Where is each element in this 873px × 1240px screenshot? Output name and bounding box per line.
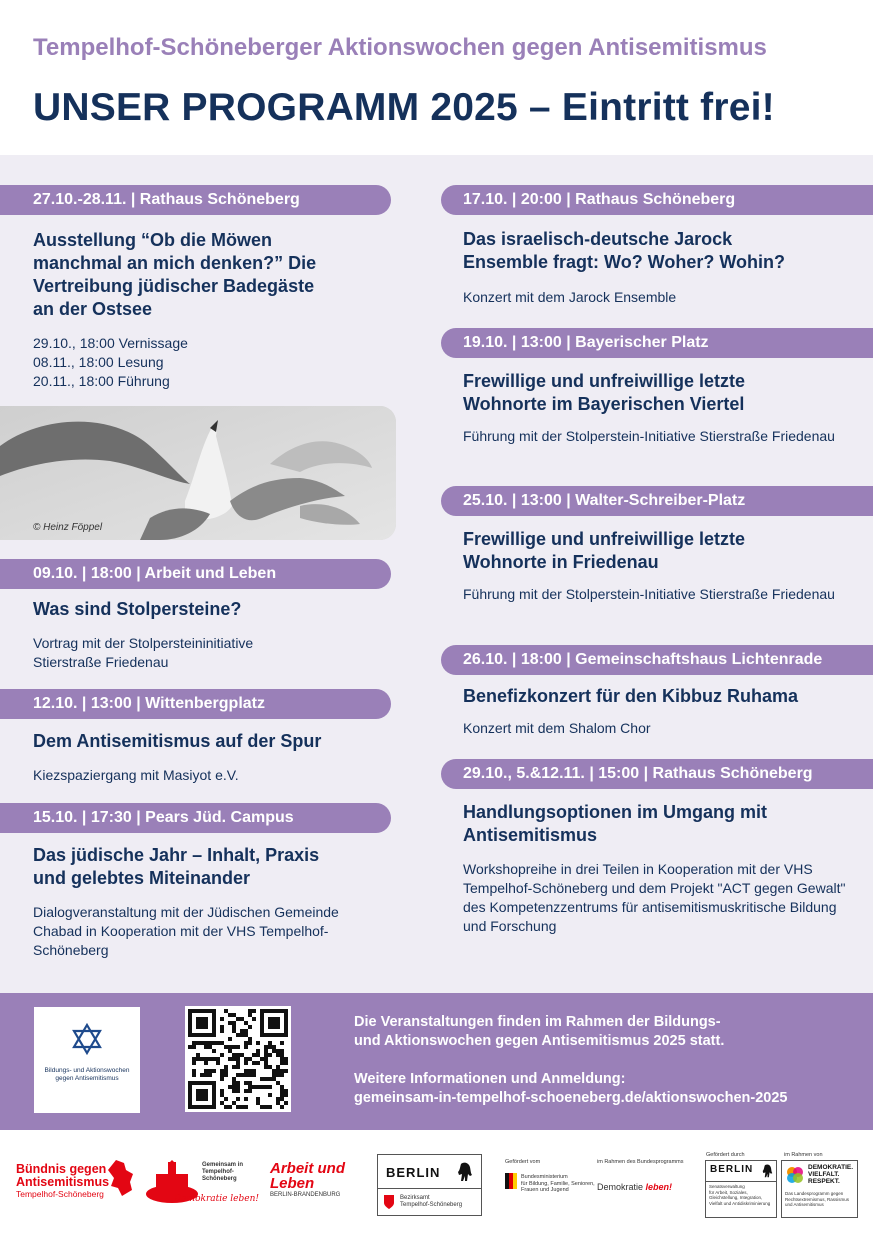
event-bar: 25.10. | 13:00 | Walter-Schreiber-Platz — [441, 486, 873, 516]
dvr-line: und Antisemitismus — [785, 1202, 824, 1207]
dvr-text — [785, 1191, 849, 1208]
event-date-line: 08.11., 18:00 Lesung — [33, 354, 164, 370]
event-title: Benefizkonzert für den Kibbuz Ruhama — [463, 686, 799, 706]
seagulls-icon — [0, 406, 396, 540]
berlin-bear-icon — [762, 1164, 773, 1178]
footer-logos — [0, 1130, 873, 1240]
info-line: Die Veranstaltungen finden im Rahmen der Bildungs- — [354, 1014, 721, 1030]
subtitle: Tempelhof-Schöneberger Aktionswochen gegen Antisemitismus — [33, 34, 767, 61]
bezirksamt-line: Tempelhof-Schöneberg — [400, 1202, 463, 1208]
senat-line: Senatsverwaltung — [709, 1184, 745, 1189]
dvr-line: DEMOKRATIE. — [808, 1164, 854, 1171]
demokratie-script: Demokratie leben! — [174, 1194, 260, 1204]
federal-eagle-icon — [505, 1173, 517, 1189]
rahmen-bundesprogramm: im Rahmen des Bundesprogramms — [597, 1159, 684, 1165]
arbeit-und-leben-logo — [270, 1161, 345, 1200]
dvr-line: VIELFALT. — [808, 1171, 840, 1178]
senat-line: Vielfalt und Antidiskriminierung — [709, 1200, 771, 1206]
demokratie-leben-logo — [597, 1182, 672, 1192]
event-bar: 26.10. | 18:00 | Gemeinschaftshaus Lichtenrade — [441, 645, 873, 675]
arbeit-line: Arbeit und — [270, 1160, 345, 1177]
leben-word: leben! — [645, 1182, 673, 1192]
info-link[interactable]: gemeinsam-in-tempelhof-schoeneberg.de/aktionswochen-2025 — [354, 1090, 788, 1106]
event-title: Das jüdische Jahr – Inhalt, Praxis und gelebtes Miteinander — [33, 845, 320, 888]
event-title: Frewillige und unfreiwillige letzte Wohnorte im Bayerischen Viertel — [463, 371, 746, 414]
event-description: Vortrag mit der Stolpersteininitiative Stierstraße Friedenau — [33, 635, 254, 670]
arbeit-line: BERLIN-BRANDENBURG — [270, 1192, 341, 1198]
photo-credit: © Heinz Föppel — [33, 522, 103, 533]
qr-code[interactable] — [185, 1006, 291, 1112]
event-description: Kiezspaziergang mit Masiyot e.V. — [33, 767, 239, 783]
berlin-word: BERLIN — [710, 1164, 754, 1175]
gemeinsam-logo — [202, 1162, 243, 1183]
district-map-icon — [108, 1160, 134, 1196]
gemeinsam-line: Gemeinsam in — [202, 1162, 244, 1168]
senat-line: Gleichstellung, Integration, — [709, 1195, 763, 1200]
senatsverwaltung-logo — [705, 1160, 777, 1218]
dvr-line: Rechtsextremismus, Rassismus — [785, 1196, 850, 1202]
event-title: Was sind Stolpersteine? — [33, 599, 242, 619]
event-description: Führung mit der Stolperstein-Initiative Stierstraße Friedenau — [463, 428, 835, 444]
logo-text: Bildungs- und Aktionswochen gegen Antisemitismus — [44, 1067, 130, 1082]
event-bar: 09.10. | 18:00 | Arbeit und Leben — [0, 559, 391, 589]
gemeinsam-line: Tempelhof- — [202, 1169, 234, 1175]
gemeinsam-line: Schöneberg — [202, 1176, 237, 1182]
event-title: Handlungsoptionen im Umgang mit Antisemitismus — [463, 802, 767, 845]
bmfsfj-line: Frauen und Jugend — [521, 1187, 569, 1193]
berlin-word: BERLIN — [386, 1165, 441, 1180]
aktionswochen-logo — [34, 1007, 140, 1113]
event-description: Workshopreihe in drei Teilen in Kooperation mit der VHS Tempelhof-Schöneberg und dem Projekt "ACT gegen Gewalt" des Kompetenzzentrums für antisemitismuskritische Bildung und Forschung — [463, 861, 846, 934]
senat-text — [709, 1184, 770, 1206]
seagulls-photo — [0, 406, 396, 540]
event-bar: 15.10. | 17:30 | Pears Jüd. Campus — [0, 803, 391, 833]
qr-code-icon — [185, 1006, 291, 1112]
buendnis-logo — [16, 1163, 109, 1200]
arbeit-line: Leben — [270, 1175, 315, 1192]
event-description: Konzert mit dem Jarock Ensemble — [463, 289, 677, 305]
dvr-heading — [808, 1164, 853, 1185]
header — [0, 0, 873, 155]
bezirksamt-logo — [377, 1154, 482, 1216]
page-title: UNSER PROGRAMM 2025 – Eintritt frei! — [33, 86, 775, 129]
dvr-logo — [781, 1160, 858, 1218]
bezirksamt-line: Bezirksamt — [400, 1195, 430, 1201]
gefoerdert-vom: Gefördert vom — [505, 1159, 541, 1165]
event-date-line: 29.10., 18:00 Vernissage — [33, 335, 188, 351]
bmfsfj-line: Bundesministerium — [521, 1174, 568, 1180]
buendnis-line: Antisemitismus — [16, 1175, 110, 1189]
event-date-line: 20.11., 18:00 Führung — [33, 373, 170, 389]
berlin-bear-icon — [457, 1162, 473, 1182]
event-title: Frewillige und unfreiwillige letzte Wohnorte in Friedenau — [463, 529, 746, 572]
senat-line: für Arbeit, Soziales, — [709, 1189, 748, 1195]
info-text — [354, 1013, 864, 1108]
info-line: Weitere Informationen und Anmeldung: — [354, 1071, 626, 1087]
coat-of-arms-icon — [384, 1195, 394, 1209]
buendnis-line: Tempelhof-Schöneberg — [16, 1189, 104, 1199]
event-description: Führung mit der Stolperstein-Initiative Stierstraße Friedenau — [463, 586, 835, 602]
info-line: und Aktionswochen gegen Antisemitismus 2025 statt. — [354, 1033, 725, 1049]
buendnis-line: Bündnis gegen — [16, 1162, 107, 1176]
event-title: Das israelisch-deutsche Jarock Ensemble fragt: Wo? Woher? Wohin? — [463, 229, 785, 272]
event-bar: 29.10., 5.&12.11. | 15:00 | Rathaus Schöneberg — [441, 759, 873, 789]
dvr-circles-icon — [785, 1165, 805, 1185]
im-rahmen-von: im Rahmen von — [784, 1152, 823, 1158]
event-bar: 27.10.-28.11. | Rathaus Schöneberg — [0, 185, 391, 215]
event-bar: 17.10. | 20:00 | Rathaus Schöneberg — [441, 185, 873, 215]
bmfsfj-logo — [521, 1174, 595, 1194]
demokratie-word: Demokratie — [597, 1182, 644, 1192]
event-bar: 12.10. | 13:00 | Wittenbergplatz — [0, 689, 391, 719]
event-description: Konzert mit dem Shalom Chor — [463, 720, 651, 736]
dvr-line: RESPEKT. — [808, 1178, 840, 1185]
event-title: Dem Antisemitismus auf der Spur — [33, 731, 322, 751]
event-description: Dialogveranstaltung mit der Jüdischen Gemeinde Chabad in Kooperation mit der VHS Tempelhof-Schöneberg — [33, 904, 339, 958]
dvr-line: Das Landesprogramm gegen — [785, 1191, 844, 1196]
bmfsfj-line: für Bildung, Familie, Senioren, — [521, 1180, 595, 1187]
event-title: Ausstellung “Ob die Möwen manchmal an mich denken?” Die Vertreibung jüdischer Badegäste an der Ostsee — [33, 230, 317, 319]
gefoerdert-durch: Gefördert durch — [706, 1152, 745, 1158]
event-bar: 19.10. | 13:00 | Bayerischer Platz — [441, 328, 873, 358]
star-of-david-icon — [71, 1023, 103, 1055]
